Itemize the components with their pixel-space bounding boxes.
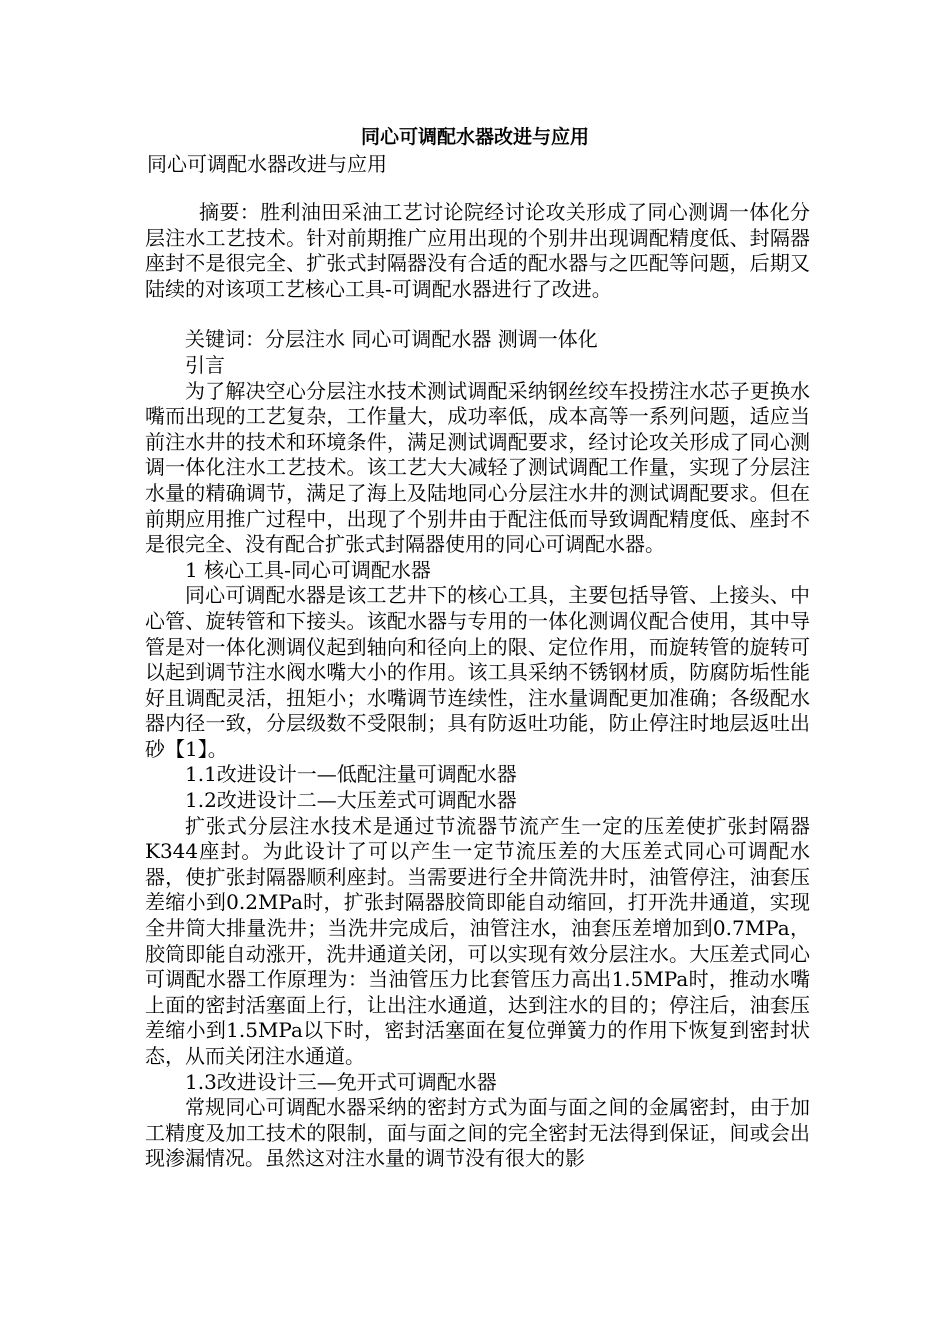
document-subtitle: 同心可调配水器改进与应用 — [147, 152, 387, 176]
abstract-paragraph: 摘要：胜利油田采油工艺讨论院经讨论攻关形成了同心测调一体化分层注水工艺技术。针对前期推广应用出现的个别井出现调配精度低、封隔器座封不是很完全、扩张式封隔器没有合适的配水器与之匹配等问题，后期又陆续的对该项工艺核心工具-可调配水器进行了改进。 — [145, 200, 810, 301]
section-1-1-heading: 1.1改进设计一—低配注量可调配水器 — [185, 762, 517, 787]
section-1-2-paragraph: 扩张式分层注水技术是通过节流器节流产生一定的压差使扩张封隔器K344座封。为此设计了可以产生一定节流压差的大压差式同心可调配水器，使扩张封隔器顺利座封。当需要进行全井筒洗井时，油管停注，油套压差缩小到0.2MPa时，扩张封隔器胶筒即能自动缩回，打开洗井通道，实现全井筒大排量洗井；当洗井完成后，油管注水，油套压差增加到0.7MPa，胶筒即能自动涨开，洗井通道关闭，可以实现有效分层注水。大压差式同心可调配水器工作原理为：当油管压力比套管压力高出1.5MPa时，推动水嘴上面的密封活塞面上行，让出注水通道，达到注水的目的；停注后，油套压差缩小到1.5MPa以下时，密封活塞面在复位弹簧力的作用下恢复到密封状态，从而关闭注水通道。 — [145, 813, 810, 1068]
section-1-3-paragraph: 常规同心可调配水器采纳的密封方式为面与面之间的金属密封，由于加工精度及加工技术的限制，面与面之间的完全密封无法得到保证，间或会出现渗漏情况。虽然这对注水量的调节没有很大的影 — [145, 1095, 810, 1171]
intro-heading: 引言 — [185, 352, 225, 377]
section-1-2-heading: 1.2改进设计二—大压差式可调配水器 — [185, 788, 517, 813]
section-1-heading: 1 核心工具-同心可调配水器 — [185, 557, 431, 582]
section-1-paragraph: 同心可调配水器是该工艺井下的核心工具，主要包括导管、上接头、中心管、旋转管和下接头。该配水器与专用的一体化测调仪配合使用，其中导管是对一体化测调仪起到轴向和径向上的限、定位作用，而旋转管的旋转可以起到调节注水阀水嘴大小的作用。该工具采纳不锈钢材质，防腐防垢性能好且调配灵活，扭矩小；水嘴调节连续性，注水量调配更加准确；各级配水器内径一致，分层级数不受限制；具有防返吐功能，防止停注时地层返吐出砂【1】。 — [145, 583, 810, 761]
document-title: 同心可调配水器改进与应用 — [360, 126, 589, 148]
intro-paragraph: 为了解决空心分层注水技术测试调配采纳钢丝绞车投捞注水芯子更换水嘴而出现的工艺复杂，工作量大，成功率低，成本高等一系列问题，适应当前注水井的技术和环境条件，满足测试调配要求，经讨论攻关形成了同心测调一体化注水工艺技术。该工艺大大减轻了测试调配工作量，实现了分层注水量的精确调节，满足了海上及陆地同心分层注水井的测试调配要求。但在前期应用推广过程中，出现了个别井由于配注低而导致调配精度低、座封不是很完全、没有配合扩张式封隔器使用的同心可调配水器。 — [145, 378, 810, 557]
keywords-line: 关键词：分层注水 同心可调配水器 测调一体化 — [185, 327, 598, 352]
section-1-3-heading: 1.3改进设计三—免开式可调配水器 — [185, 1069, 497, 1094]
document-body — [145, 200, 810, 1172]
